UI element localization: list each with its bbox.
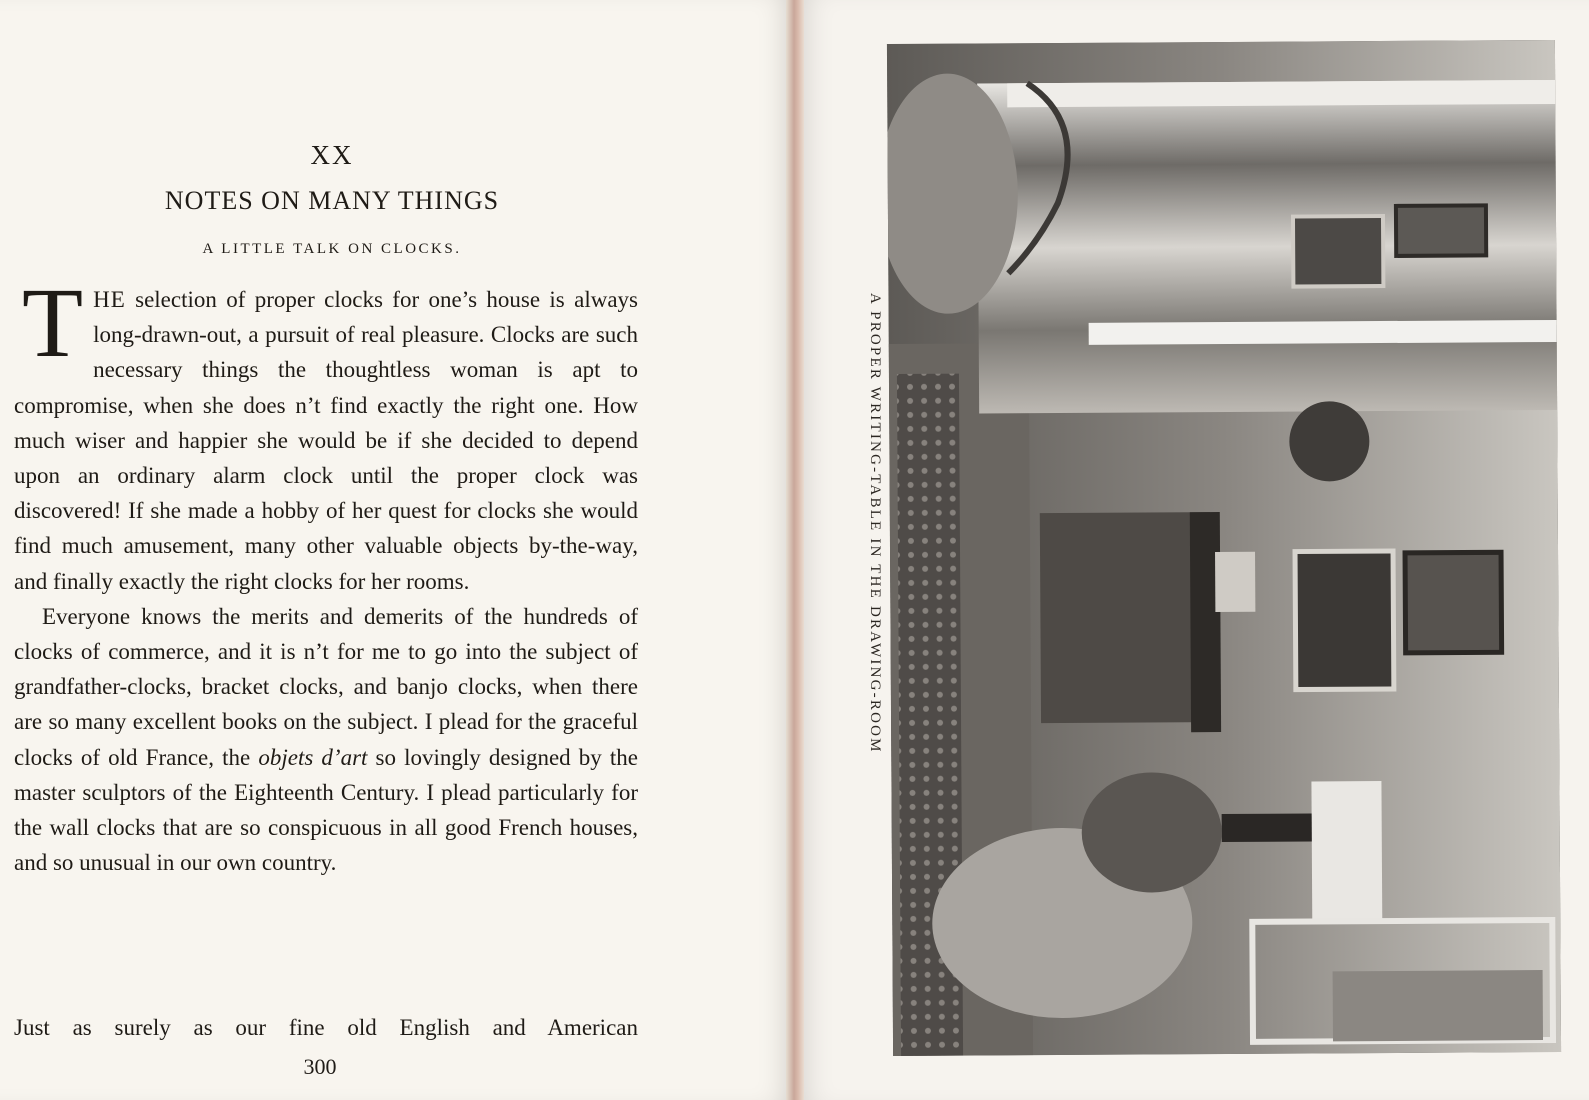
paragraph-3-first-line: Just as surely as our fine old English and American xyxy=(14,1015,638,1040)
plate-caption: A PROPER WRITING-TABLE IN THE DRAWING-ROOM xyxy=(867,293,883,754)
photo-plate xyxy=(887,40,1561,1056)
paragraph-2-text-b: so lovingly designed by the master sculptors of the Eighteenth Century. I plead particularly for the wall clocks that are so conspicuous in all good French houses, and so unusual in our own country. xyxy=(14,744,638,876)
framed-painting xyxy=(1405,552,1502,653)
window-light xyxy=(1089,320,1557,345)
body-text xyxy=(14,267,638,880)
lamp-shade xyxy=(1311,781,1382,921)
paragraph-2-text-a: Everyone knows the merits and demerits of the hundreds of clocks of commerce, and it is n’t for me to go into the subject of grandfather-clocks, bracket clocks, and banjo clocks, when there are so many excellent books on the subject. I plead for the graceful clocks of old France, the xyxy=(14,603,638,770)
book-gutter xyxy=(786,0,806,1100)
chapter-number: XX xyxy=(310,140,354,170)
left-page xyxy=(0,0,788,1100)
paragraph-2-italic: objets d’art xyxy=(258,744,368,770)
small-picture-frame xyxy=(1293,216,1383,287)
writing-table xyxy=(1040,512,1211,723)
small-painting xyxy=(1396,205,1486,256)
drawing-room-photograph xyxy=(887,40,1561,1056)
desk-frame xyxy=(1215,552,1255,612)
window-top-light xyxy=(1007,80,1555,107)
lamp-base xyxy=(1222,813,1312,842)
paragraph-1-text: selection of proper clocks for one’s house is always long-drawn-out, a pursuit of real pleasure. Clocks are such necessary things the thoughtless woman is apt to compromise, when she does n’t find exactly the right one. How much wiser and happier she would be if she decided to depend upon an ordinary alarm clock until the proper clock was discovered! If she made a hobby of her quest for clocks she would find much amusement, many other valuable objects by-the-way, and finally exactly the right clocks for her rooms. xyxy=(14,287,638,594)
page-number: 300 xyxy=(303,1054,337,1079)
wall-clock-ornament xyxy=(1289,401,1369,481)
section-subtitle: A LITTLE TALK ON CLOCKS. xyxy=(202,241,462,257)
drop-cap: T xyxy=(22,267,84,378)
lead-caps: HE xyxy=(93,287,126,312)
paragraph-2 xyxy=(14,599,638,881)
paragraph-1 xyxy=(14,267,638,599)
chapter-title: NOTES ON MANY THINGS xyxy=(164,186,500,215)
framed-cabinet-picture xyxy=(1295,551,1394,690)
